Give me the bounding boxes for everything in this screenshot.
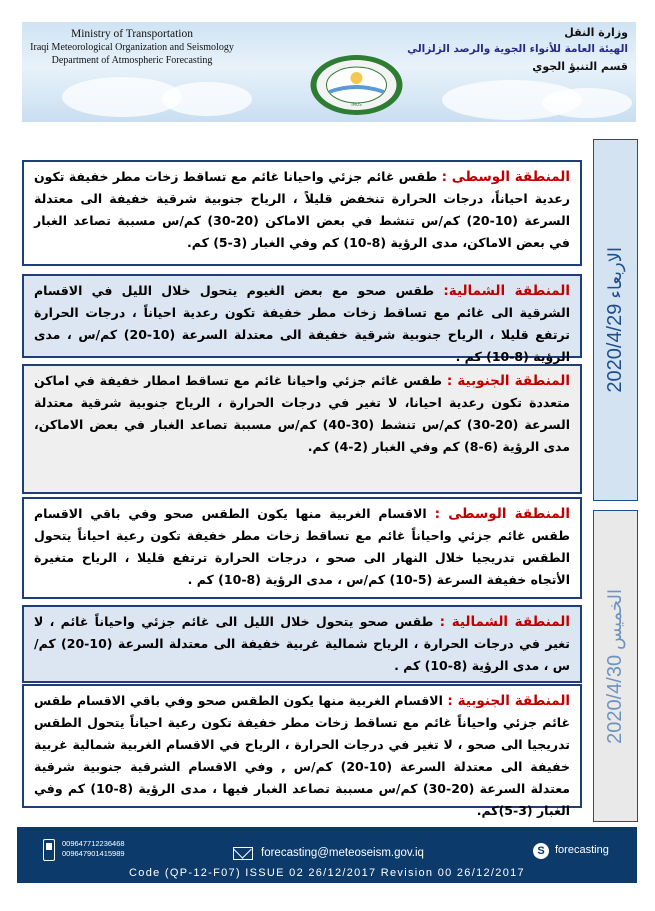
cloud-decoration xyxy=(162,82,252,116)
region-title: المنطقة الجنوبية : xyxy=(447,693,571,709)
forecast-text: الاقسام الغربية منها يكون الطقس صحو وفي باقي الاقسام طقس غائم جزئي واحياناً غائم مع تساقط زخات مطر خفيفة تكون رعية احياناً يتحول الطقس تدريجيا خلال النهار الى صحو ، درجات الحرارة ترتفع قليلا ، الرياح متغيرة الأتجاه خفيفة السرعة (5-10) كم/س ، مدى الرؤية (8-10) كم . xyxy=(34,506,570,587)
arabic-header xyxy=(398,24,628,75)
skype-icon: S xyxy=(533,843,549,859)
region-title: المنطقة الوسطى : xyxy=(434,506,570,522)
day-name: الاربعاء xyxy=(605,247,625,299)
forecast-north-day1 xyxy=(22,274,582,364)
day-date: 2020/4/29 xyxy=(604,303,626,393)
mobile-phone-icon xyxy=(43,839,55,861)
organization-name-arabic: الهيئة العامة للأنواء الجوية والرصد الزلزالي xyxy=(407,43,628,55)
phone-number: 009647712236468 xyxy=(62,839,125,848)
forecast-text: طقس غائم جزئي واحيانا غائم مع تساقط امطار خفيفة في اماكن متعددة تكون رعدية احيانا، لا تغير في درجات الحرارة ، الرياح جنوبية شرقية معتدلة السرعة (20-30) كم/س تنشط (30-40) كم/س مسببة تصاعد الغبار في بعض الاماكن، مدى الرؤية (6-8) كم وفي الغبار (2-4) كم. xyxy=(34,373,570,454)
forecast-text: الاقسام الغربية منها يكون الطقس صحو وفي باقي الاقسام طقس غائم جزئي واحياناً غائم مع تساقط زخات مطر خفيفة تكون رعية احياناً يتحول الطقس تدريجيا الى صحو ، لا تغير في درجات الحرارة ، الرياح في الاقسام الغربية شمالية غربية خفيفة الى معتدلة السرعة (10-20) كم/س , وفي الاقسام الشرقية جنوبية شرقية معتدلة السرعة (20-30) كم/س مسببة تصاعد الغبار فيها ، مدى الرؤية (8-10) كم وفي الغبار (3-5)كم. xyxy=(34,693,570,818)
region-title: المنطقة الشمالية: xyxy=(443,283,570,299)
forecast-text: طقس غائم جزئي واحيانا غائم مع تساقط زخات مطر خفيفة تكون رعدية احياناً، درجات الحرارة تنخفض قليلاً ، الرياح جنوبية شرقية خفيفة الى معتدلة السرعة (10-20) كم/س تنشط في بعض الاماكن (20-30) كم/س مسببة تصاعد الغبار في بعض الاماكن، مدى الرؤية (8-10) كم وفي الغبار (3-5) كم. xyxy=(34,169,570,250)
day-date: 2020/4/30 xyxy=(604,654,626,744)
forecast-text: طقس صحو يتحول خلال الليل الى غائم جزئي واحياناً غائم ، لا تغير في درجات الحرارة ، الرياح شمالية غربية خفيفة الى معتدلة السرعة (10-20) كم/س ، مدى الرؤية (8-10) كم . xyxy=(34,614,570,673)
region-title: المنطقة الجنوبية : xyxy=(446,373,570,389)
document-code: Code (QP-12-F07) ISSUE 02 26/12/2017 Revision 00 26/12/2017 xyxy=(129,867,525,879)
phone-number: 009647901415989 xyxy=(62,849,125,858)
forecast-south-day2 xyxy=(22,684,582,818)
skype-id[interactable]: forecasting xyxy=(555,844,609,856)
organization-logo xyxy=(309,54,404,116)
envelope-icon xyxy=(233,847,253,860)
region-title: المنطقة الوسطى : xyxy=(441,169,571,185)
forecast-text: طقس صحو مع بعض الغيوم يتحول خلال الليل في الاقسام الشرقية الى غائم مع تساقط زخات مطر خفيفة تكون رعدية احياناً ، درجات الحرارة ترتفع قليلا ، الرياح جنوبية شرقية خفيفة الى معتدلة السرعة (10-20) كم/س ، مدى الرؤية (8-10) كم . xyxy=(34,283,571,364)
department-name: Department of Atmospheric Forecasting xyxy=(51,55,213,66)
phone-numbers xyxy=(62,839,125,859)
ministry-name: Ministry of Transportation xyxy=(70,28,194,40)
email-address[interactable]: forecasting@meteoseism.gov.iq xyxy=(261,847,424,859)
forecast-central-day2 xyxy=(22,497,582,599)
day-label-wednesday xyxy=(593,139,638,501)
department-name-arabic: قسم التنبؤ الجوي xyxy=(532,60,628,73)
region-title: المنطقة الشمالية : xyxy=(439,614,570,630)
svg-text:IMOS: IMOS xyxy=(351,102,362,107)
day-name: الخميس xyxy=(605,588,625,650)
day-label-thursday xyxy=(593,510,638,822)
forecast-central-day1 xyxy=(22,160,582,266)
ministry-name-arabic: وزارة النقل xyxy=(564,26,628,39)
header-banner xyxy=(22,22,636,122)
forecast-south-day1 xyxy=(22,364,582,494)
organization-name: Iraqi Meteorological Organization and Seismology xyxy=(30,42,234,53)
footer-bar xyxy=(17,827,637,883)
cloud-decoration xyxy=(542,88,632,118)
forecast-north-day2 xyxy=(22,605,582,683)
english-header xyxy=(22,28,242,67)
